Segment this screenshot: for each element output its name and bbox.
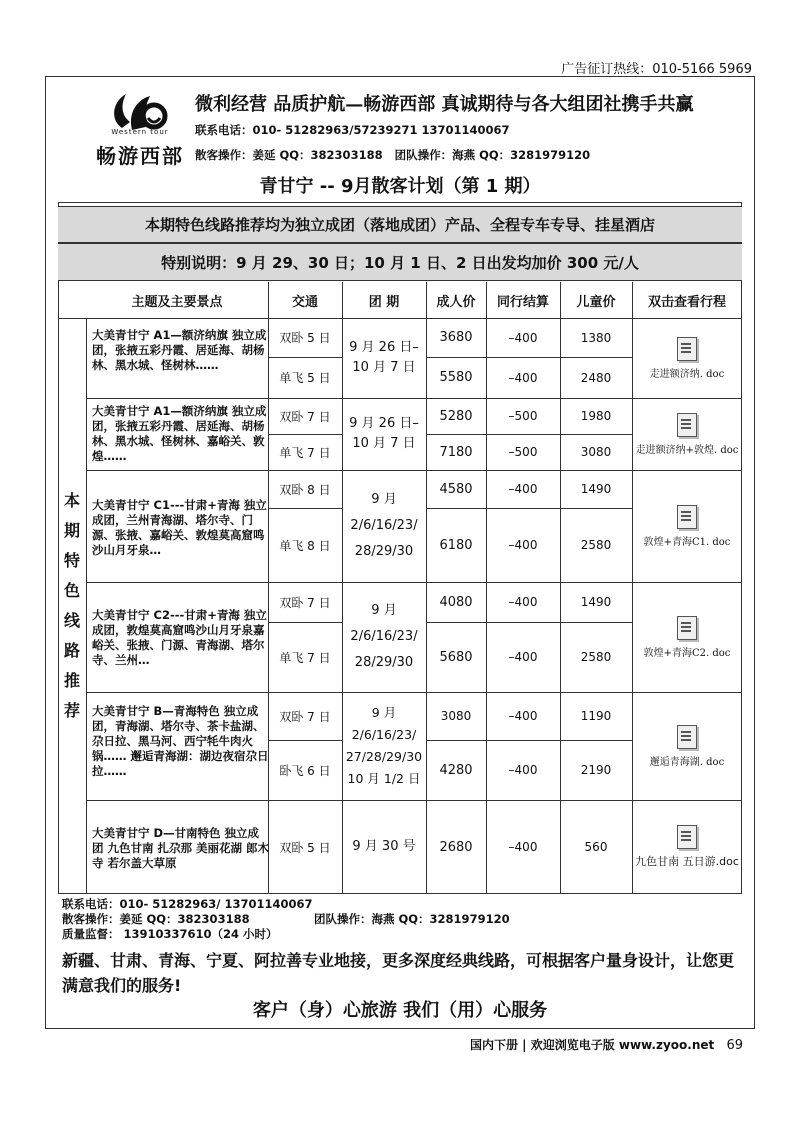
settle-price: –400 bbox=[508, 482, 538, 496]
doc-file-icon bbox=[677, 825, 697, 849]
special-note-band: 特别说明：9 月 29、30 日；10 月 1 日、2 日出发均加价 300 元/人 bbox=[58, 243, 742, 281]
child-price: 560 bbox=[584, 840, 608, 854]
col-header-transport: 交通 bbox=[291, 294, 318, 310]
notice-band: 本期特色线路推荐均为独立成团（落地成团）产品、全程专车专导、挂星酒店 bbox=[58, 206, 742, 243]
transport: 双卧 5 日 bbox=[279, 331, 331, 345]
itinerary-doc-link[interactable]: 走进额济纳+敦煌. doc bbox=[632, 398, 742, 470]
transport: 双卧 5 日 bbox=[279, 840, 331, 855]
departure-date: 9 月 2/6/16/23/ 28/29/30 bbox=[350, 492, 418, 559]
adult-price: 6180 bbox=[439, 537, 473, 553]
ad-hotline: 广告征订热线：010-5166 5969 bbox=[561, 62, 752, 77]
route-theme-a1-7d: 大美青甘宁 A1—额济纳旗 独立成团，张掖五彩丹霞、居延海、胡杨林、黑水城、怪树林、嘉峪关、敦煌…… bbox=[92, 404, 267, 463]
child-price: 2480 bbox=[580, 370, 612, 385]
transport: 单飞 8 日 bbox=[279, 538, 331, 553]
footer-quality: 质量监督： 13910337610（24 小时） bbox=[62, 927, 278, 941]
word-doc-icon bbox=[677, 413, 697, 437]
settle-price: –500 bbox=[508, 409, 538, 423]
header-phone: 联系电话：010- 51282963/57239271 13701140067 bbox=[195, 123, 510, 137]
route-theme-a1-5d: 大美青甘宁 A1—额济纳旗 独立成团，张掖五彩丹霞、居延海、胡杨林、黑水城、怪树林…… bbox=[92, 328, 267, 372]
departure-date: 9 月 26 日– 10 月 7 日 bbox=[349, 416, 419, 451]
settle-price: –400 bbox=[508, 763, 538, 777]
itinerary-doc-link[interactable]: 邂逅青海湖. doc bbox=[632, 692, 742, 800]
route-theme-c1: 大美青甘宁 C1---甘肃+青海 独立成团，兰州青海湖、塔尔寺、门源、张掖、嘉峪关、敦煌莫高窟鸣沙山月牙泉… bbox=[92, 498, 267, 557]
route-theme-c2: 大美青甘宁 C2---甘肃+青海 独立成团，敦煌莫高窟鸣沙山月牙泉嘉峪关、张掖、门源、青海湖、塔尔寺、兰州… bbox=[92, 608, 267, 667]
word-doc-icon bbox=[677, 616, 697, 640]
child-price: 1980 bbox=[580, 409, 612, 423]
adult-price: 5680 bbox=[439, 649, 473, 665]
departure-date: 9 月 2/6/16/23/ 28/29/30 bbox=[350, 603, 418, 670]
col-header-adult: 成人价 bbox=[436, 294, 476, 310]
transport: 单飞 5 日 bbox=[279, 371, 331, 385]
settle-price: –400 bbox=[508, 840, 538, 854]
col-header-child: 儿童价 bbox=[576, 294, 616, 310]
child-price: 1380 bbox=[580, 330, 612, 345]
word-doc-icon bbox=[677, 505, 697, 529]
adult-price: 3680 bbox=[439, 330, 473, 345]
route-theme-d: 大美青甘宁 D—甘南特色 独立成团 九色甘南 扎尕那 美丽花湖 郎木寺 若尔盖大草原 bbox=[92, 826, 270, 870]
transport: 单飞 7 日 bbox=[279, 650, 331, 665]
child-price: 2190 bbox=[580, 763, 612, 777]
footer-contacts bbox=[62, 897, 510, 942]
child-price: 3080 bbox=[580, 445, 612, 459]
col-header-itinerary: 双击查看行程 bbox=[647, 294, 726, 310]
departure-date: 9 月 26 日– 10 月 7 日 bbox=[349, 340, 419, 375]
itinerary-doc-link[interactable]: 九色甘南 五日游.doc bbox=[632, 800, 742, 894]
child-price: 2580 bbox=[580, 650, 612, 664]
child-price: 1490 bbox=[580, 482, 612, 496]
adult-price: 2680 bbox=[439, 839, 473, 855]
page-footer bbox=[470, 1036, 743, 1053]
col-header-settle: 同行结算 bbox=[496, 294, 549, 310]
adult-price: 4580 bbox=[439, 481, 473, 497]
departure-date: 9 月 2/6/16/23/ 27/28/29/30 10 月 1/2 日 bbox=[345, 705, 423, 786]
word-doc-icon bbox=[677, 725, 697, 749]
transport: 双卧 8 日 bbox=[279, 482, 331, 497]
adult-price: 5580 bbox=[439, 370, 473, 385]
col-header-date: 团 期 bbox=[368, 294, 400, 310]
adult-price: 7180 bbox=[439, 444, 473, 460]
settle-price: –400 bbox=[508, 709, 538, 723]
transport: 双卧 7 日 bbox=[279, 709, 331, 724]
brand-name: 畅游西部 bbox=[96, 144, 184, 168]
footer-caption: 国内下册 | 欢迎浏览电子版 www.zyoo.net bbox=[470, 1038, 715, 1052]
slogan: 微利经营 品质护航—畅游西部 真诚期待与各大组团社携手共赢 bbox=[195, 94, 694, 115]
child-price: 2580 bbox=[580, 538, 612, 552]
footer-phone: 联系电话：010- 51282963/ 13701140067 bbox=[62, 897, 313, 911]
promo-text: 新疆、甘肃、青海、宁夏、阿拉善专业地接，更多深度经典线路，可根据客户量身设计，让您更满意我们的服务! bbox=[62, 951, 735, 995]
transport: 双卧 7 日 bbox=[279, 595, 331, 610]
itinerary-doc-link[interactable]: 敦煌+青海C2. doc bbox=[632, 582, 742, 692]
transport: 单飞 7 日 bbox=[279, 445, 331, 460]
adult-price: 5280 bbox=[439, 408, 473, 424]
settle-price: –400 bbox=[508, 330, 538, 345]
plan-title: 青甘宁 -- 9月散客计划（第 1 期） bbox=[259, 176, 541, 197]
transport: 双卧 7 日 bbox=[279, 409, 331, 424]
adult-price: 3080 bbox=[440, 709, 472, 723]
departure-date: 9 月 30 号 bbox=[352, 839, 416, 854]
child-price: 1190 bbox=[580, 709, 612, 723]
footer-ops-group: 团队操作：海燕 QQ：3281979120 bbox=[314, 912, 510, 926]
settle-price: –400 bbox=[508, 595, 538, 609]
adult-price: 4080 bbox=[439, 594, 473, 610]
header-ops-group: 团队操作：海燕 QQ：3281979120 bbox=[394, 148, 591, 162]
child-price: 1490 bbox=[580, 595, 612, 609]
adult-price: 4280 bbox=[439, 762, 473, 778]
footer-ops-individual: 散客操作：姜延 QQ：382303188 bbox=[62, 912, 250, 926]
page-number: 69 bbox=[726, 1038, 743, 1053]
itinerary-doc-link[interactable]: 走进额济纳. doc bbox=[632, 318, 742, 398]
itinerary-doc-link[interactable]: 敦煌+青海C1. doc bbox=[632, 470, 742, 582]
header-ops-individual: 散客操作：姜延 QQ：382303188 bbox=[195, 148, 383, 162]
featured-routes-label: 本 期 特 色 线 路 推 荐 bbox=[63, 491, 80, 720]
settle-price: –400 bbox=[508, 538, 538, 552]
route-theme-b: 大美青甘宁 B—青海特色 独立成团，青海湖、塔尔寺、茶卡盐湖、尕日拉、黑马河、西宁牦牛肉火锅…… 邂逅青海湖：湖边夜宿尕日拉…… bbox=[92, 704, 269, 778]
word-doc-icon bbox=[677, 337, 697, 361]
settle-price: –500 bbox=[508, 445, 538, 459]
motto: 客户（身）心旅游 我们（用）心服务 bbox=[252, 1000, 548, 1021]
brand-english: Western tour bbox=[111, 128, 169, 136]
settle-price: –400 bbox=[508, 370, 538, 385]
settle-price: –400 bbox=[508, 650, 538, 664]
header-operators bbox=[195, 147, 598, 163]
col-header-theme: 主题及主要景点 bbox=[131, 294, 223, 310]
transport: 卧飞 6 日 bbox=[279, 763, 331, 778]
